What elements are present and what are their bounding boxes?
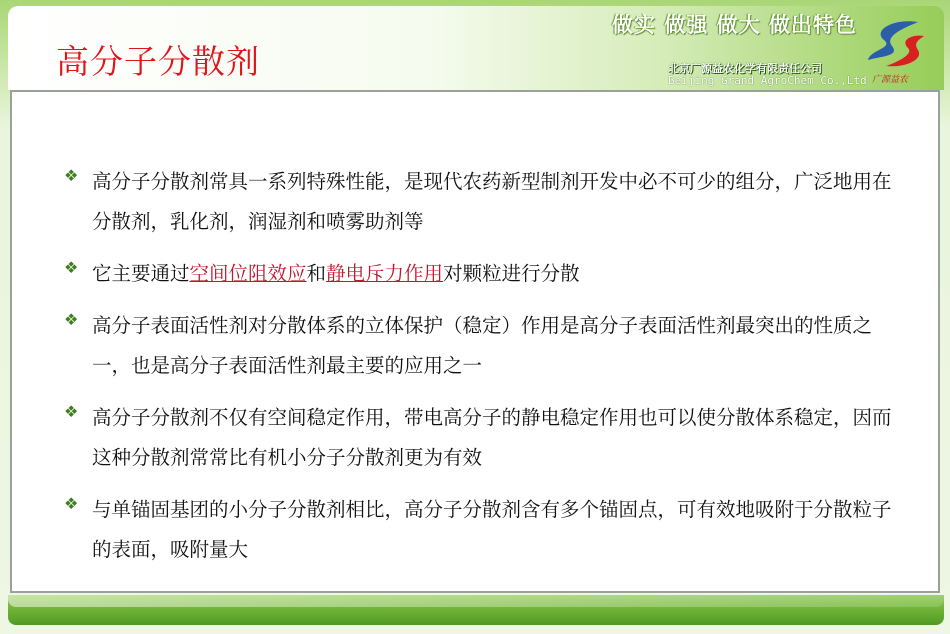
- slide-header: [8, 6, 944, 90]
- list-item: [60, 398, 900, 478]
- content-panel: [10, 90, 940, 593]
- company-slogan: 做实 做强 做大 做出特色: [612, 13, 857, 37]
- bullet-text: 与单锚固基团的小分子分散剂相比，高分子分散剂含有多个锚固点，可有效地吸附于分散粒子的表面，吸附量大: [92, 498, 892, 561]
- list-item: [60, 254, 900, 294]
- diamond-bullet-icon: ❖: [64, 258, 79, 277]
- bullet-text: 高分子分散剂不仅有空间稳定作用，带电高分子的静电稳定作用也可以使分散体系稳定，因而这种分散剂常常比有机小分子分散剂更为有效: [92, 406, 892, 469]
- company-name-cn: 北京广源益农化学有限责任公司: [668, 62, 822, 75]
- diamond-bullet-icon: ❖: [64, 494, 79, 513]
- company-logo-icon: [864, 16, 930, 72]
- bullet-text-suffix: 对颗粒进行分散: [443, 262, 580, 285]
- bullet-text: 高分子分散剂常具一系列特殊性能，是现代农药新型制剂开发中必不可少的组分，广泛地用在分散剂，乳化剂，润湿剂和喷雾助剂等: [92, 170, 892, 233]
- page-title: 高分子分散剂: [56, 42, 260, 81]
- diamond-bullet-icon: ❖: [64, 166, 79, 185]
- link-steric-hindrance[interactable]: 空间位阻效应: [189, 262, 307, 285]
- list-item: [60, 306, 900, 386]
- diamond-bullet-icon: ❖: [64, 402, 79, 421]
- slide-footer-bar: [8, 595, 944, 625]
- list-item: [60, 490, 900, 570]
- list-item: [60, 162, 900, 242]
- company-name-en: Beijing Grand AgroChem Co.,Ltd: [668, 74, 867, 87]
- bullet-text-prefix: 它主要通过: [92, 262, 190, 285]
- bullet-text-middle: 和: [306, 262, 327, 285]
- link-electrostatic-repulsion[interactable]: 静电斥力作用: [326, 262, 444, 285]
- footer-highlight: [8, 595, 944, 607]
- bullet-list: [60, 162, 900, 582]
- diamond-bullet-icon: ❖: [64, 310, 79, 329]
- bullet-text: [92, 254, 900, 294]
- bullet-text: 高分子表面活性剂对分散体系的立体保护（稳定）作用是高分子表面活性剂最突出的性质之一，也是高分子表面活性剂最主要的应用之一: [92, 314, 873, 377]
- logo-caption: 广源益农: [872, 75, 909, 85]
